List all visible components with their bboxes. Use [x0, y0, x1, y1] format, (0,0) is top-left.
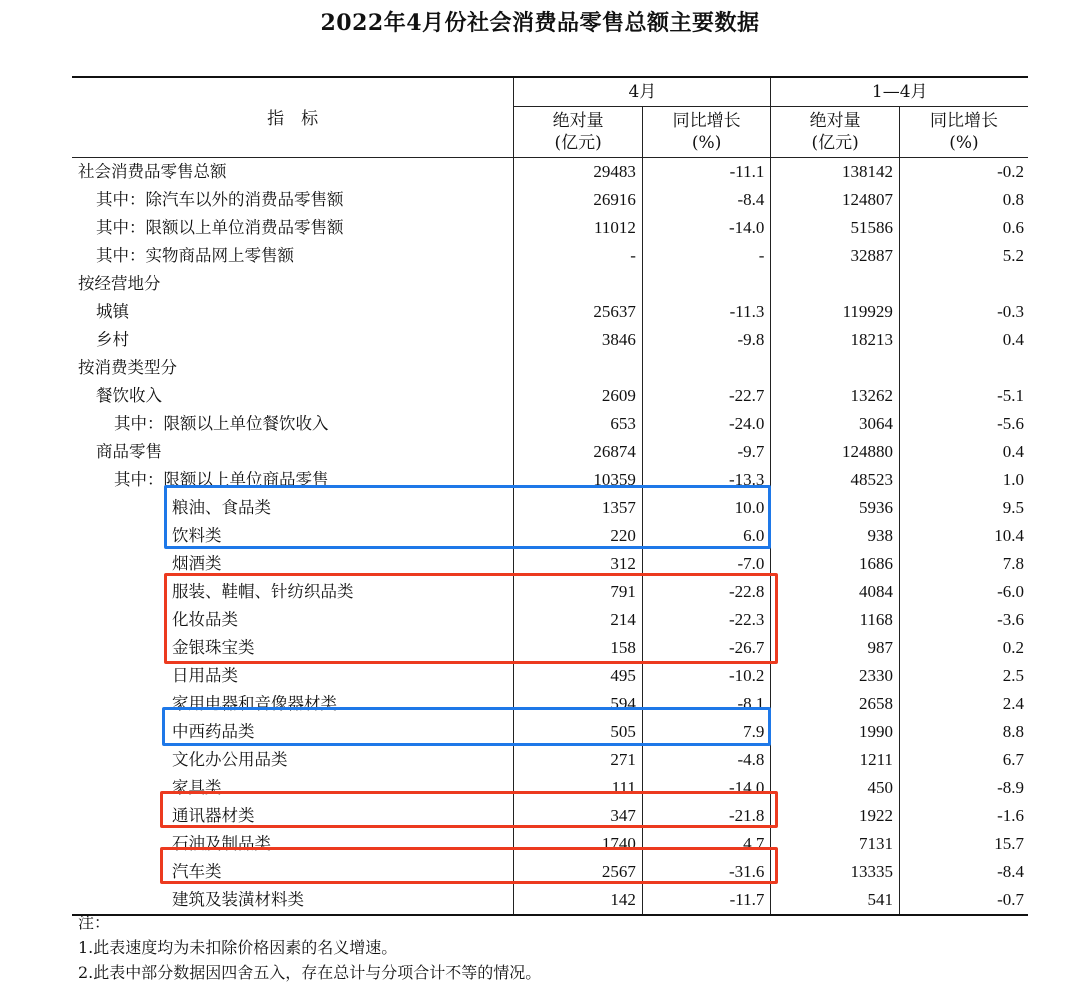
- cell-april-yoy: -13.3: [642, 466, 771, 494]
- cell-ytd-abs: 3064: [771, 410, 900, 438]
- table-row: [72, 186, 1028, 214]
- row-name: 化妆品类: [72, 606, 514, 634]
- cell-april-yoy: -22.8: [642, 578, 771, 606]
- cell-ytd-yoy: -5.1: [899, 382, 1028, 410]
- cell-ytd-yoy: 10.4: [899, 522, 1028, 550]
- cell-ytd-abs: 450: [771, 774, 900, 802]
- cell-april-yoy: [642, 270, 771, 298]
- cell-ytd-yoy: -1.6: [899, 802, 1028, 830]
- cell-ytd-yoy: 2.4: [899, 690, 1028, 718]
- row-name: 烟酒类: [72, 550, 514, 578]
- highlight-box-blue: [162, 707, 771, 746]
- cell-april-abs: [514, 354, 643, 382]
- table-row: [72, 410, 1028, 438]
- highlight-box-red: [160, 847, 778, 884]
- highlight-box-blue: [164, 485, 771, 549]
- cell-april-abs: 495: [514, 662, 643, 690]
- header-abs-unit: (亿元): [554, 133, 602, 153]
- row-name: 汽车类: [72, 858, 514, 886]
- cell-april-yoy: -11.7: [642, 886, 771, 915]
- header-indicator: 指 标: [72, 77, 514, 158]
- table-row: [72, 158, 1028, 187]
- cell-april-yoy: -7.0: [642, 550, 771, 578]
- highlight-box-red: [160, 791, 778, 828]
- cell-april-abs: -: [514, 242, 643, 270]
- cell-april-yoy: -26.7: [642, 634, 771, 662]
- cell-april-yoy: -10.2: [642, 662, 771, 690]
- cell-ytd-yoy: 8.8: [899, 718, 1028, 746]
- cell-april-abs: 11012: [514, 214, 643, 242]
- header-april-abs: [514, 107, 643, 158]
- table-header: [72, 77, 1028, 158]
- cell-april-abs: 214: [514, 606, 643, 634]
- cell-april-yoy: 6.0: [642, 522, 771, 550]
- cell-april-yoy: -4.8: [642, 746, 771, 774]
- note-2: 2.此表中部分数据因四舍五入，存在总计与分项合计不等的情况。: [78, 963, 542, 982]
- cell-april-yoy: 4.7: [642, 830, 771, 858]
- cell-april-yoy: -8.1: [642, 690, 771, 718]
- row-name: 家具类: [72, 774, 514, 802]
- cell-ytd-abs: 1922: [771, 802, 900, 830]
- cell-ytd-abs: 124807: [771, 186, 900, 214]
- table-row: [72, 242, 1028, 270]
- cell-ytd-abs: [771, 270, 900, 298]
- cell-april-abs: 1357: [514, 494, 643, 522]
- cell-april-abs: [514, 270, 643, 298]
- row-name: 其中：限额以上单位消费品零售额: [72, 214, 514, 242]
- cell-april-abs: 25637: [514, 298, 643, 326]
- cell-ytd-yoy: -0.2: [899, 158, 1028, 187]
- header-april-yoy: [642, 107, 771, 158]
- cell-ytd-abs: 1211: [771, 746, 900, 774]
- cell-april-abs: 10359: [514, 466, 643, 494]
- cell-ytd-abs: 51586: [771, 214, 900, 242]
- table-row: [72, 662, 1028, 690]
- cell-april-abs: 505: [514, 718, 643, 746]
- page-title: 2022年4月份社会消费品零售总额主要数据: [320, 10, 760, 36]
- cell-ytd-yoy: 15.7: [899, 830, 1028, 858]
- cell-ytd-abs: [771, 354, 900, 382]
- table-row: [72, 382, 1028, 410]
- cell-april-abs: 26874: [514, 438, 643, 466]
- cell-april-yoy: -21.8: [642, 802, 771, 830]
- cell-april-yoy: [642, 354, 771, 382]
- table-row: [72, 746, 1028, 774]
- cell-ytd-yoy: 0.6: [899, 214, 1028, 242]
- cell-april-yoy: -22.3: [642, 606, 771, 634]
- table-notes: [78, 910, 541, 985]
- row-name: 其中：除汽车以外的消费品零售额: [72, 186, 514, 214]
- cell-ytd-abs: 2658: [771, 690, 900, 718]
- cell-april-abs: 312: [514, 550, 643, 578]
- cell-ytd-abs: 5936: [771, 494, 900, 522]
- cell-ytd-yoy: 0.2: [899, 634, 1028, 662]
- cell-ytd-yoy: -8.9: [899, 774, 1028, 802]
- header-abs-unit: (亿元): [811, 133, 859, 153]
- row-name: 社会消费品零售总额: [72, 158, 514, 187]
- cell-ytd-yoy: -6.0: [899, 578, 1028, 606]
- cell-ytd-yoy: 0.8: [899, 186, 1028, 214]
- cell-april-yoy: -9.8: [642, 326, 771, 354]
- header-yoy-label: 同比增长: [929, 111, 998, 131]
- table-row: [72, 438, 1028, 466]
- table-row: [72, 270, 1028, 298]
- cell-ytd-abs: 13335: [771, 858, 900, 886]
- cell-april-abs: 594: [514, 690, 643, 718]
- row-name: 按经营地分: [72, 270, 514, 298]
- cell-ytd-yoy: 9.5: [899, 494, 1028, 522]
- cell-ytd-abs: 1990: [771, 718, 900, 746]
- cell-ytd-abs: 938: [771, 522, 900, 550]
- header-abs-label: 绝对量: [809, 111, 861, 131]
- table-row: [72, 214, 1028, 242]
- cell-april-yoy: -9.7: [642, 438, 771, 466]
- cell-ytd-abs: 2330: [771, 662, 900, 690]
- cell-april-abs: 347: [514, 802, 643, 830]
- cell-april-yoy: 10.0: [642, 494, 771, 522]
- row-name: 中西药品类: [72, 718, 514, 746]
- cell-april-yoy: -: [642, 242, 771, 270]
- cell-april-abs: 158: [514, 634, 643, 662]
- cell-ytd-abs: 13262: [771, 382, 900, 410]
- cell-ytd-abs: 32887: [771, 242, 900, 270]
- header-jan-apr: 1—4月: [771, 77, 1028, 107]
- table-row: [72, 354, 1028, 382]
- cell-ytd-abs: 541: [771, 886, 900, 915]
- cell-ytd-abs: 4084: [771, 578, 900, 606]
- header-yoy-unit: (%): [949, 133, 979, 153]
- cell-april-abs: 111: [514, 774, 643, 802]
- cell-ytd-yoy: 6.7: [899, 746, 1028, 774]
- cell-ytd-abs: 987: [771, 634, 900, 662]
- cell-ytd-yoy: 2.5: [899, 662, 1028, 690]
- cell-ytd-yoy: -5.6: [899, 410, 1028, 438]
- cell-ytd-abs: 138142: [771, 158, 900, 187]
- cell-april-abs: 2609: [514, 382, 643, 410]
- cell-april-yoy: -11.3: [642, 298, 771, 326]
- cell-ytd-yoy: -8.4: [899, 858, 1028, 886]
- cell-april-abs: 1740: [514, 830, 643, 858]
- cell-april-yoy: -11.1: [642, 158, 771, 187]
- row-name: 其中：限额以上单位商品零售: [72, 466, 514, 494]
- cell-ytd-yoy: [899, 354, 1028, 382]
- cell-ytd-abs: 1686: [771, 550, 900, 578]
- row-name: 金银珠宝类: [72, 634, 514, 662]
- cell-ytd-abs: 119929: [771, 298, 900, 326]
- cell-ytd-yoy: -0.7: [899, 886, 1028, 915]
- cell-ytd-abs: 1168: [771, 606, 900, 634]
- cell-april-abs: 3846: [514, 326, 643, 354]
- cell-april-yoy: -24.0: [642, 410, 771, 438]
- cell-ytd-abs: 48523: [771, 466, 900, 494]
- row-name: 城镇: [72, 298, 514, 326]
- cell-ytd-yoy: 0.4: [899, 438, 1028, 466]
- cell-ytd-yoy: 0.4: [899, 326, 1028, 354]
- row-name: 石油及制品类: [72, 830, 514, 858]
- cell-april-abs: 29483: [514, 158, 643, 187]
- cell-ytd-yoy: -0.3: [899, 298, 1028, 326]
- cell-april-abs: 271: [514, 746, 643, 774]
- row-name: 服装、鞋帽、针纺织品类: [72, 578, 514, 606]
- row-name: 日用品类: [72, 662, 514, 690]
- cell-ytd-yoy: -3.6: [899, 606, 1028, 634]
- row-name: 其中：限额以上单位餐饮收入: [72, 410, 514, 438]
- cell-april-yoy: -31.6: [642, 858, 771, 886]
- row-name: 其中：实物商品网上零售额: [72, 242, 514, 270]
- header-abs-label: 绝对量: [552, 111, 604, 131]
- header-yoy-label: 同比增长: [672, 111, 741, 131]
- highlight-box-red: [164, 573, 778, 664]
- cell-ytd-abs: 18213: [771, 326, 900, 354]
- header-april: 4月: [514, 77, 771, 107]
- cell-ytd-abs: 7131: [771, 830, 900, 858]
- row-name: 乡村: [72, 326, 514, 354]
- cell-april-abs: 142: [514, 886, 643, 915]
- header-yoy-unit: (%): [691, 133, 722, 153]
- header-ytd-yoy: [899, 107, 1028, 158]
- row-name: 通讯器材类: [72, 802, 514, 830]
- row-name: 餐饮收入: [72, 382, 514, 410]
- table-row: [72, 326, 1028, 354]
- cell-ytd-abs: 124880: [771, 438, 900, 466]
- cell-april-abs: 26916: [514, 186, 643, 214]
- cell-april-yoy: -14.0: [642, 774, 771, 802]
- row-name: 家用电器和音像器材类: [72, 690, 514, 718]
- note-label: 注：: [78, 913, 111, 932]
- cell-april-abs: 2567: [514, 858, 643, 886]
- note-1: 1.此表速度均为未扣除价格因素的名义增速。: [78, 938, 398, 957]
- cell-april-abs: 653: [514, 410, 643, 438]
- table-row: [72, 298, 1028, 326]
- row-name: 建筑及装潢材料类: [72, 886, 514, 915]
- cell-april-abs: 791: [514, 578, 643, 606]
- cell-ytd-yoy: 7.8: [899, 550, 1028, 578]
- cell-april-abs: 220: [514, 522, 643, 550]
- row-name: 按消费类型分: [72, 354, 514, 382]
- cell-april-yoy: 7.9: [642, 718, 771, 746]
- cell-april-yoy: -8.4: [642, 186, 771, 214]
- row-name: 粮油、食品类: [72, 494, 514, 522]
- row-name: 饮料类: [72, 522, 514, 550]
- cell-ytd-yoy: 5.2: [899, 242, 1028, 270]
- cell-ytd-yoy: [899, 270, 1028, 298]
- cell-april-yoy: -22.7: [642, 382, 771, 410]
- row-name: 商品零售: [72, 438, 514, 466]
- header-ytd-abs: [771, 107, 900, 158]
- cell-ytd-yoy: 1.0: [899, 466, 1028, 494]
- cell-april-yoy: -14.0: [642, 214, 771, 242]
- row-name: 文化办公用品类: [72, 746, 514, 774]
